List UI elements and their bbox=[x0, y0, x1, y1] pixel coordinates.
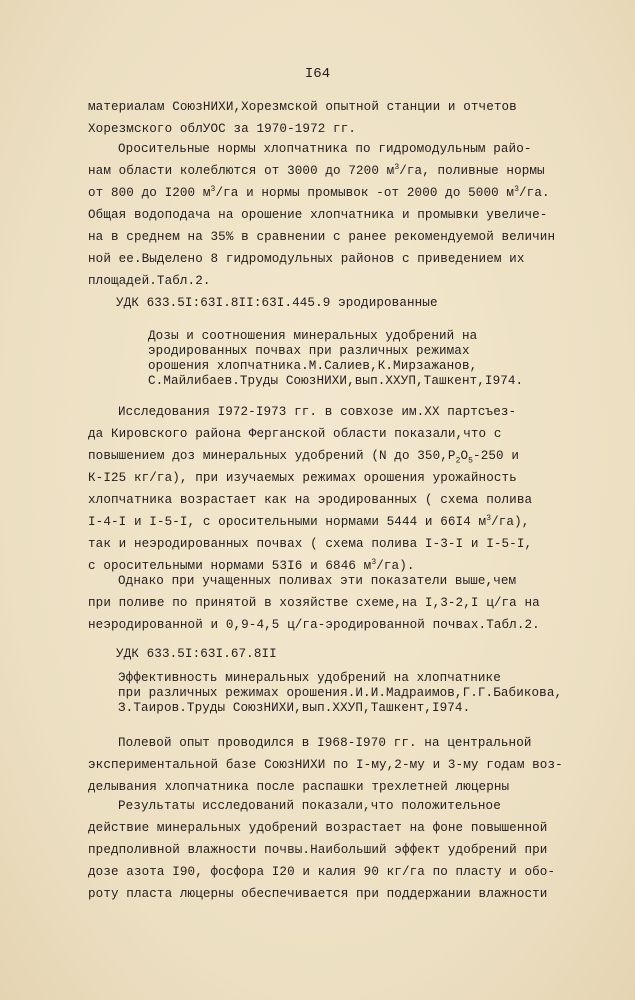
paragraph-field-experiment bbox=[88, 732, 588, 798]
text-line bbox=[88, 182, 588, 204]
paragraph-irrigation-norms bbox=[88, 138, 588, 292]
text-run: дозе азота I90, фосфора I20 и калия 90 кг/га по пласту и обо- bbox=[88, 865, 556, 879]
text-run: Оросительные нормы хлопчатника по гидромодульным райо- bbox=[118, 142, 532, 156]
text-run: нам области колеблются от 3000 до 7200 м bbox=[88, 164, 395, 178]
text-line bbox=[88, 817, 588, 839]
text-run: Исследования I972-I973 гг. в совхозе им.ХХ партсъез- bbox=[118, 405, 517, 419]
text-line bbox=[88, 467, 588, 489]
text-run: /га. bbox=[519, 186, 550, 200]
text-run: роту пласта люцерны обеспечивается при поддержании влажности bbox=[88, 887, 548, 901]
text-line bbox=[88, 489, 588, 511]
text-run: /га), bbox=[491, 515, 530, 529]
text-line bbox=[88, 839, 588, 861]
text-line: материалам СоюзНИХИ,Хорезмской опытной станции и отчетов bbox=[88, 100, 517, 114]
bibliographic-reference-1 bbox=[88, 329, 588, 389]
text-run: так и неэродированных почвах ( схема полива I-3-I и I-5-I, bbox=[88, 537, 533, 551]
text-line bbox=[88, 248, 588, 270]
superscript: 3 bbox=[486, 513, 492, 523]
superscript: 3 bbox=[394, 162, 400, 172]
page-number: I64 bbox=[304, 66, 331, 82]
text-line bbox=[88, 138, 588, 160]
text-run: /га, поливные нормы bbox=[399, 164, 545, 178]
text-run: Однако при учащенных поливах эти показатели выше,чем bbox=[118, 574, 517, 588]
text-line bbox=[88, 226, 588, 248]
text-run: предполивной влажности почвы.Наибольший эффект удобрений при bbox=[88, 843, 548, 857]
udk-heading-1 bbox=[88, 292, 588, 314]
text-line bbox=[88, 570, 588, 592]
text-run: -250 и bbox=[473, 449, 519, 463]
paragraph-frequent-irrigation bbox=[88, 570, 588, 636]
subscript: 5 bbox=[468, 456, 474, 466]
reference-line: при различных режимах орошения.И.И.Мадраимов,Г.Г.Бабикова, bbox=[118, 686, 563, 700]
udk-code: УДК 633.5I:63I.8II:63I.445.9 эродированные bbox=[116, 296, 438, 310]
text-run: экспериментальной базе СоюзНИХИ по I-му,2-му и 3-му годам воз- bbox=[88, 758, 563, 772]
text-line bbox=[88, 614, 588, 636]
reference-line: Эффективность минеральных удобрений на хлопчатнике bbox=[118, 671, 501, 685]
bibliographic-reference-2 bbox=[88, 671, 588, 716]
text-line bbox=[88, 401, 588, 423]
reference-line: Дозы и соотношения минеральных удобрений на bbox=[148, 329, 478, 343]
text-run: ной ее.Выделено 8 гидромодульных районов с приведением их bbox=[88, 252, 525, 266]
text-line bbox=[88, 445, 588, 467]
text-line bbox=[88, 270, 588, 292]
text-run: Результаты исследований показали,что положительное bbox=[118, 799, 501, 813]
reference-line: С.Майлибаев.Труды СоюзНИХИ,вып.ХХУП,Ташкент,I974. bbox=[148, 374, 524, 388]
text-run: O bbox=[460, 449, 469, 463]
text-line bbox=[88, 795, 588, 817]
udk-heading-2 bbox=[88, 643, 588, 665]
text-run: /га). bbox=[376, 559, 415, 573]
subscript: 2 bbox=[455, 456, 461, 466]
text-line bbox=[88, 861, 588, 883]
intro-text bbox=[88, 96, 588, 140]
reference-line: З.Таиров.Труды СоюзНИХИ,вып.ХХУП,Ташкент,I974. bbox=[118, 701, 471, 715]
text-run: действие минеральных удобрений возрастает на фоне повышенной bbox=[88, 821, 548, 835]
superscript: 3 bbox=[371, 557, 377, 567]
text-line bbox=[88, 732, 588, 754]
udk-code: УДК 633.5I:63I.67.8II bbox=[116, 647, 277, 661]
text-run: площадей.Табл.2. bbox=[88, 274, 211, 288]
text-line bbox=[88, 423, 588, 445]
superscript: 3 bbox=[210, 184, 216, 194]
text-run: хлопчатника возрастает как на эродированных ( схема полива bbox=[88, 493, 533, 507]
text-run: повышением доз минеральных удобрений (N до 350,P bbox=[88, 449, 456, 463]
text-line bbox=[88, 160, 588, 182]
text-line bbox=[88, 754, 588, 776]
text-line bbox=[88, 592, 588, 614]
superscript: 3 bbox=[514, 184, 519, 194]
paragraph-study-results bbox=[88, 401, 588, 577]
text-run: Полевой опыт проводился в I968-I970 гг. на центральной bbox=[118, 736, 532, 750]
reference-line: эродированных почвах при различных режимах bbox=[148, 344, 470, 358]
text-line bbox=[88, 511, 588, 533]
text-run: Общая водоподача на орошение хлопчатника и промывки увеличе- bbox=[88, 208, 548, 222]
text-run: с оросительными нормами 53I6 и 6846 м bbox=[88, 559, 372, 573]
text-run: при поливе по принятой в хозяйстве схеме,на I,3-2,I ц/га на bbox=[88, 596, 540, 610]
text-run: /га и нормы промывок -от 2000 до 5000 м bbox=[215, 186, 515, 200]
text-line bbox=[88, 204, 588, 226]
text-line: Хорезмского облУОС за 1970-1972 гг. bbox=[88, 122, 357, 136]
text-run: на в среднем на 35% в сравнении с ранее рекомендуемой величин bbox=[88, 230, 556, 244]
text-line bbox=[88, 533, 588, 555]
text-run: I-4-I и I-5-I, с оросительными нормами 5444 и 66I4 м bbox=[88, 515, 487, 529]
text-line bbox=[88, 883, 588, 905]
text-run: К-I25 кг/га), при изучаемых режимах орошения урожайность bbox=[88, 471, 517, 485]
text-run: делывания хлопчатника после распашки трехлетней люцерны bbox=[88, 780, 510, 794]
text-run: от 800 до I200 м bbox=[88, 186, 211, 200]
reference-line: орошения хлопчатника.М.Салиев,К.Мирзажанов, bbox=[148, 359, 478, 373]
paragraph-fertilizer-effect bbox=[88, 795, 588, 905]
text-run: неэродированной и 0,9-4,5 ц/га-эродированной почвах.Табл.2. bbox=[88, 618, 540, 632]
text-run: да Кировского района Ферганской области показали,что с bbox=[88, 427, 502, 441]
